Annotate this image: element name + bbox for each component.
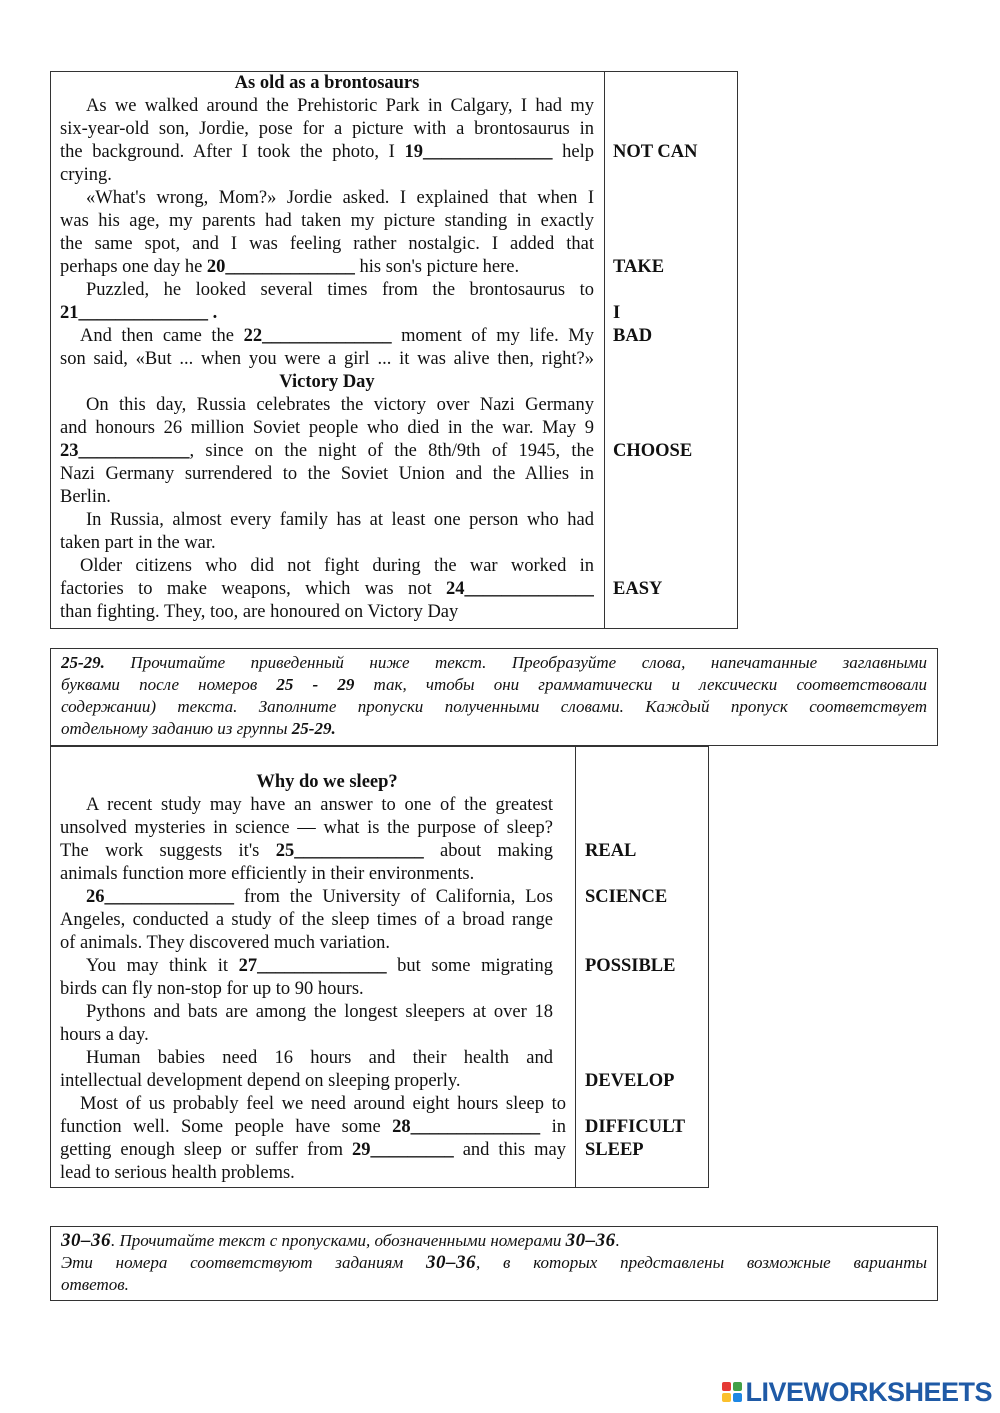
keyword-bad: BAD <box>613 326 653 346</box>
keyword-easy: EASY <box>613 579 663 599</box>
logo-mark-icon <box>722 1382 742 1402</box>
gap-28-line: function well. Some people have some 28______________ in <box>60 1117 566 1137</box>
gap-29-line: getting enough sleep or suffer from 29_________ and this may <box>60 1140 566 1160</box>
gap-26-blank[interactable]: ______________ <box>104 887 234 907</box>
gap-22-blank[interactable]: ______________ <box>262 326 392 346</box>
gap-23-line: 23____________, since on the night of the 8th/9th of 1945, the <box>60 441 594 461</box>
exercise-table-19-24 <box>50 71 738 629</box>
passage-title-brontosaurs: As old as a brontosaurs <box>234 73 420 93</box>
gap-27-blank[interactable]: ______________ <box>257 956 387 976</box>
passage-text-2: Why do we sleep? A recent study may have an answer to one of the greatest unsolved mysteries in science — what is the purpose of sleep? The work suggests it's 25______________ about making animals function more efficiently in their environments. 26______________ from the University of California, Los Angeles, conducted a study of the sleep times of a broad range of animals. They discovered much variation. You may think it 27______________ but some migrating birds can fly non-stop for up to 90 hours. Pythons and bats are among the longest sleepers at over 18 hours a day. Human babies need 16 hours and their health and intellectual development depend on sleeping properly. Most of us probably feel we need around eight hours sleep to function well. Some people have some 28______________ in getting enough sleep or suffer from 29_________ and this may lead to serious health problems. <box>60 771 553 1185</box>
gap-21-blank[interactable]: ______________ . <box>78 303 218 323</box>
keyword-develop: DEVELOP <box>585 1071 675 1091</box>
logo-text: LIVEWORKSHEETS <box>745 1376 992 1407</box>
instruction-30-36: 30–36. Прочитайте текст с пропусками, обозначенными номерами 30–36. Эти номера соответствуют заданиям 30–36, в которых представлены возможные варианты ответов. <box>50 1226 938 1301</box>
passage-text-1: As old as a brontosaurs As we walked around the Prehistoric Park in Calgary, I had my six-year-old son, Jordie, pose for a picture with a brontosaurus in the background. After I took the photo, I 19______________ help crying. «What's wrong, Mom?» Jordie asked. I explained that when I was his age, my parents had taken my picture standing in exactly the same spot, and I was feeling rather nostalgic. I added that perhaps one day he 20______________ his son's picture here. Puzzled, he looked several times from the brontosaurus to 21______________ . And then came the 22______________ moment of my life. My son said, «But ... when you were a girl ... it was alive then, right?» Victory Day On this day, Russia celebrates the victory over Nazi Germany and honours 26 million Soviet people who died in the war. May 9 23____________, since on the night of the 8th/9th of 1945, the Nazi Germany surrendered to the Soviet Union and the Allies in Berlin. In Russia, almost every family has at least one person who had taken part in the war. Older citizens who did not fight during the war worked in factories to make weapons, which was not 24______________ than fighting. They, too, are honoured on Victory Day <box>60 73 594 622</box>
gap-23-blank[interactable]: ____________ <box>78 441 190 461</box>
gap-28-blank[interactable]: ______________ <box>410 1117 541 1137</box>
keyword-not-can: NOT CAN <box>613 142 698 162</box>
gap-20-line: perhaps one day he 20______________ his son's picture here. <box>60 257 520 277</box>
keyword-science: SCIENCE <box>585 887 668 907</box>
gap-24-blank[interactable]: ______________ <box>464 579 594 599</box>
passage-title-sleep: Why do we sleep? <box>256 772 398 792</box>
gap-19-line: the background. After I took the photo, I 19______________ help <box>60 142 594 162</box>
gap-24-line: factories to make weapons, which was not 24______________ <box>60 579 594 599</box>
keyword-real: REAL <box>585 841 637 861</box>
column-divider <box>575 747 576 1187</box>
keyword-take: TAKE <box>613 257 665 277</box>
gap-19-blank[interactable]: ______________ <box>422 142 553 162</box>
gap-21-line: 21______________ . <box>60 303 218 323</box>
liveworksheets-logo[interactable] <box>722 1377 992 1407</box>
exercise-table-25-29 <box>50 746 709 1188</box>
keyword-choose: CHOOSE <box>613 441 693 461</box>
gap-25-blank[interactable]: ______________ <box>294 841 424 861</box>
gap-22-line: And then came the 22______________ moment of my life. My <box>80 326 594 346</box>
gap-29-blank[interactable]: _________ <box>370 1140 454 1160</box>
passage-title-victory-day: Victory Day <box>279 372 375 392</box>
instruction-25-29: 25-29. Прочитайте приведенный ниже текст. Преобразуйте слова, напечатанные заглавными буквами после номеров 25 - 29 так, чтобы они грамматически и лексически соответствовали содержании) текста. Заполните пропуски полученными словами. Каждый пропуск соответствует отдельному заданию из группы 25-29. <box>50 648 938 746</box>
gap-26-line: 26______________ from the University of California, Los <box>86 887 553 907</box>
keyword-i: I <box>613 303 621 323</box>
keyword-difficult: DIFFICULT <box>585 1117 686 1137</box>
gap-20-blank[interactable]: ______________ <box>225 257 355 277</box>
gap-25-line: The work suggests it's 25______________ about making <box>60 841 553 861</box>
column-divider <box>604 72 605 628</box>
gap-27-line: You may think it 27______________ but some migrating <box>86 956 553 976</box>
keyword-sleep: SLEEP <box>585 1140 644 1160</box>
keyword-possible: POSSIBLE <box>585 956 676 976</box>
